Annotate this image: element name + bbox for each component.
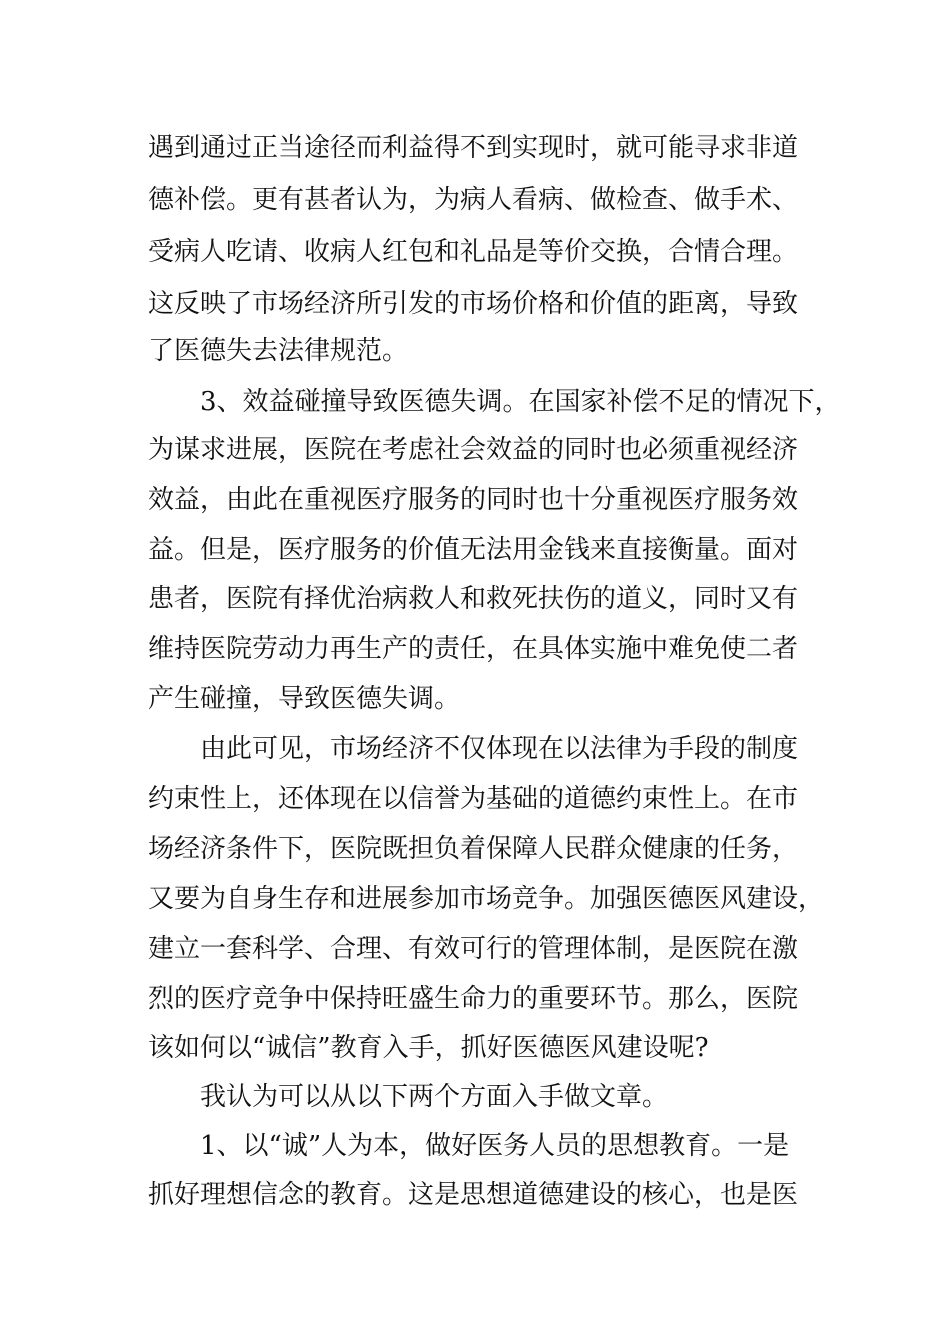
text-line-13: 由此可见，市场经济不仅体现在以法律为手段的制度	[200, 734, 799, 764]
text-line-3: 受病人吃请、收病人红包和礼品是等价交换，合情合理。	[148, 237, 799, 267]
text-line-5: 了医德失去法律规范。	[148, 336, 409, 366]
text-line-6: 3、效益碰撞导致医德失调。在国家补偿不足的情况下，	[200, 387, 841, 417]
text-line-8: 效益，由此在重视医疗服务的同时也十分重视医疗服务效	[148, 485, 799, 515]
text-line-11: 维持医院劳动力再生产的责任，在具体实施中难免使二者	[148, 634, 799, 664]
text-line-15: 场经济条件下，医院既担负着保障人民群众健康的任务，	[148, 834, 799, 864]
text-line-12: 产生碰撞，导致医德失调。	[148, 684, 461, 714]
text-line-21: 1、以“诚”人为本，做好医务人员的思想教育。一是	[200, 1131, 790, 1161]
text-line-14: 约束性上，还体现在以信誉为基础的道德约束性上。在市	[148, 784, 799, 814]
text-line-4: 这反映了市场经济所引发的市场价格和价值的距离，导致	[148, 289, 799, 319]
text-line-17: 建立一套科学、合理、有效可行的管理体制，是医院在激	[148, 934, 799, 964]
text-line-9: 益。但是，医疗服务的价值无法用金钱来直接衡量。面对	[148, 535, 799, 565]
text-line-16: 又要为自身生存和进展参加市场竞争。加强医德医风建设，	[148, 884, 825, 914]
text-line-1: 遇到通过正当途径而利益得不到实现时，就可能寻求非道	[148, 133, 799, 163]
text-line-19: 该如何以“诚信”教育入手，抓好医德医风建设呢?	[148, 1033, 709, 1063]
text-line-10: 患者，医院有择优治病救人和救死扶伤的道义，同时又有	[148, 584, 799, 614]
text-line-18: 烈的医疗竞争中保持旺盛生命力的重要环节。那么，医院	[148, 984, 799, 1014]
text-line-2: 德补偿。更有甚者认为，为病人看病、做检查、做手术、	[148, 185, 799, 215]
text-line-7: 为谋求进展，医院在考虑社会效益的同时也必须重视经济	[148, 435, 799, 465]
text-line-22: 抓好理想信念的教育。这是思想道德建设的核心，也是医	[148, 1180, 799, 1210]
text-line-20: 我认为可以从以下两个方面入手做文章。	[200, 1082, 669, 1112]
